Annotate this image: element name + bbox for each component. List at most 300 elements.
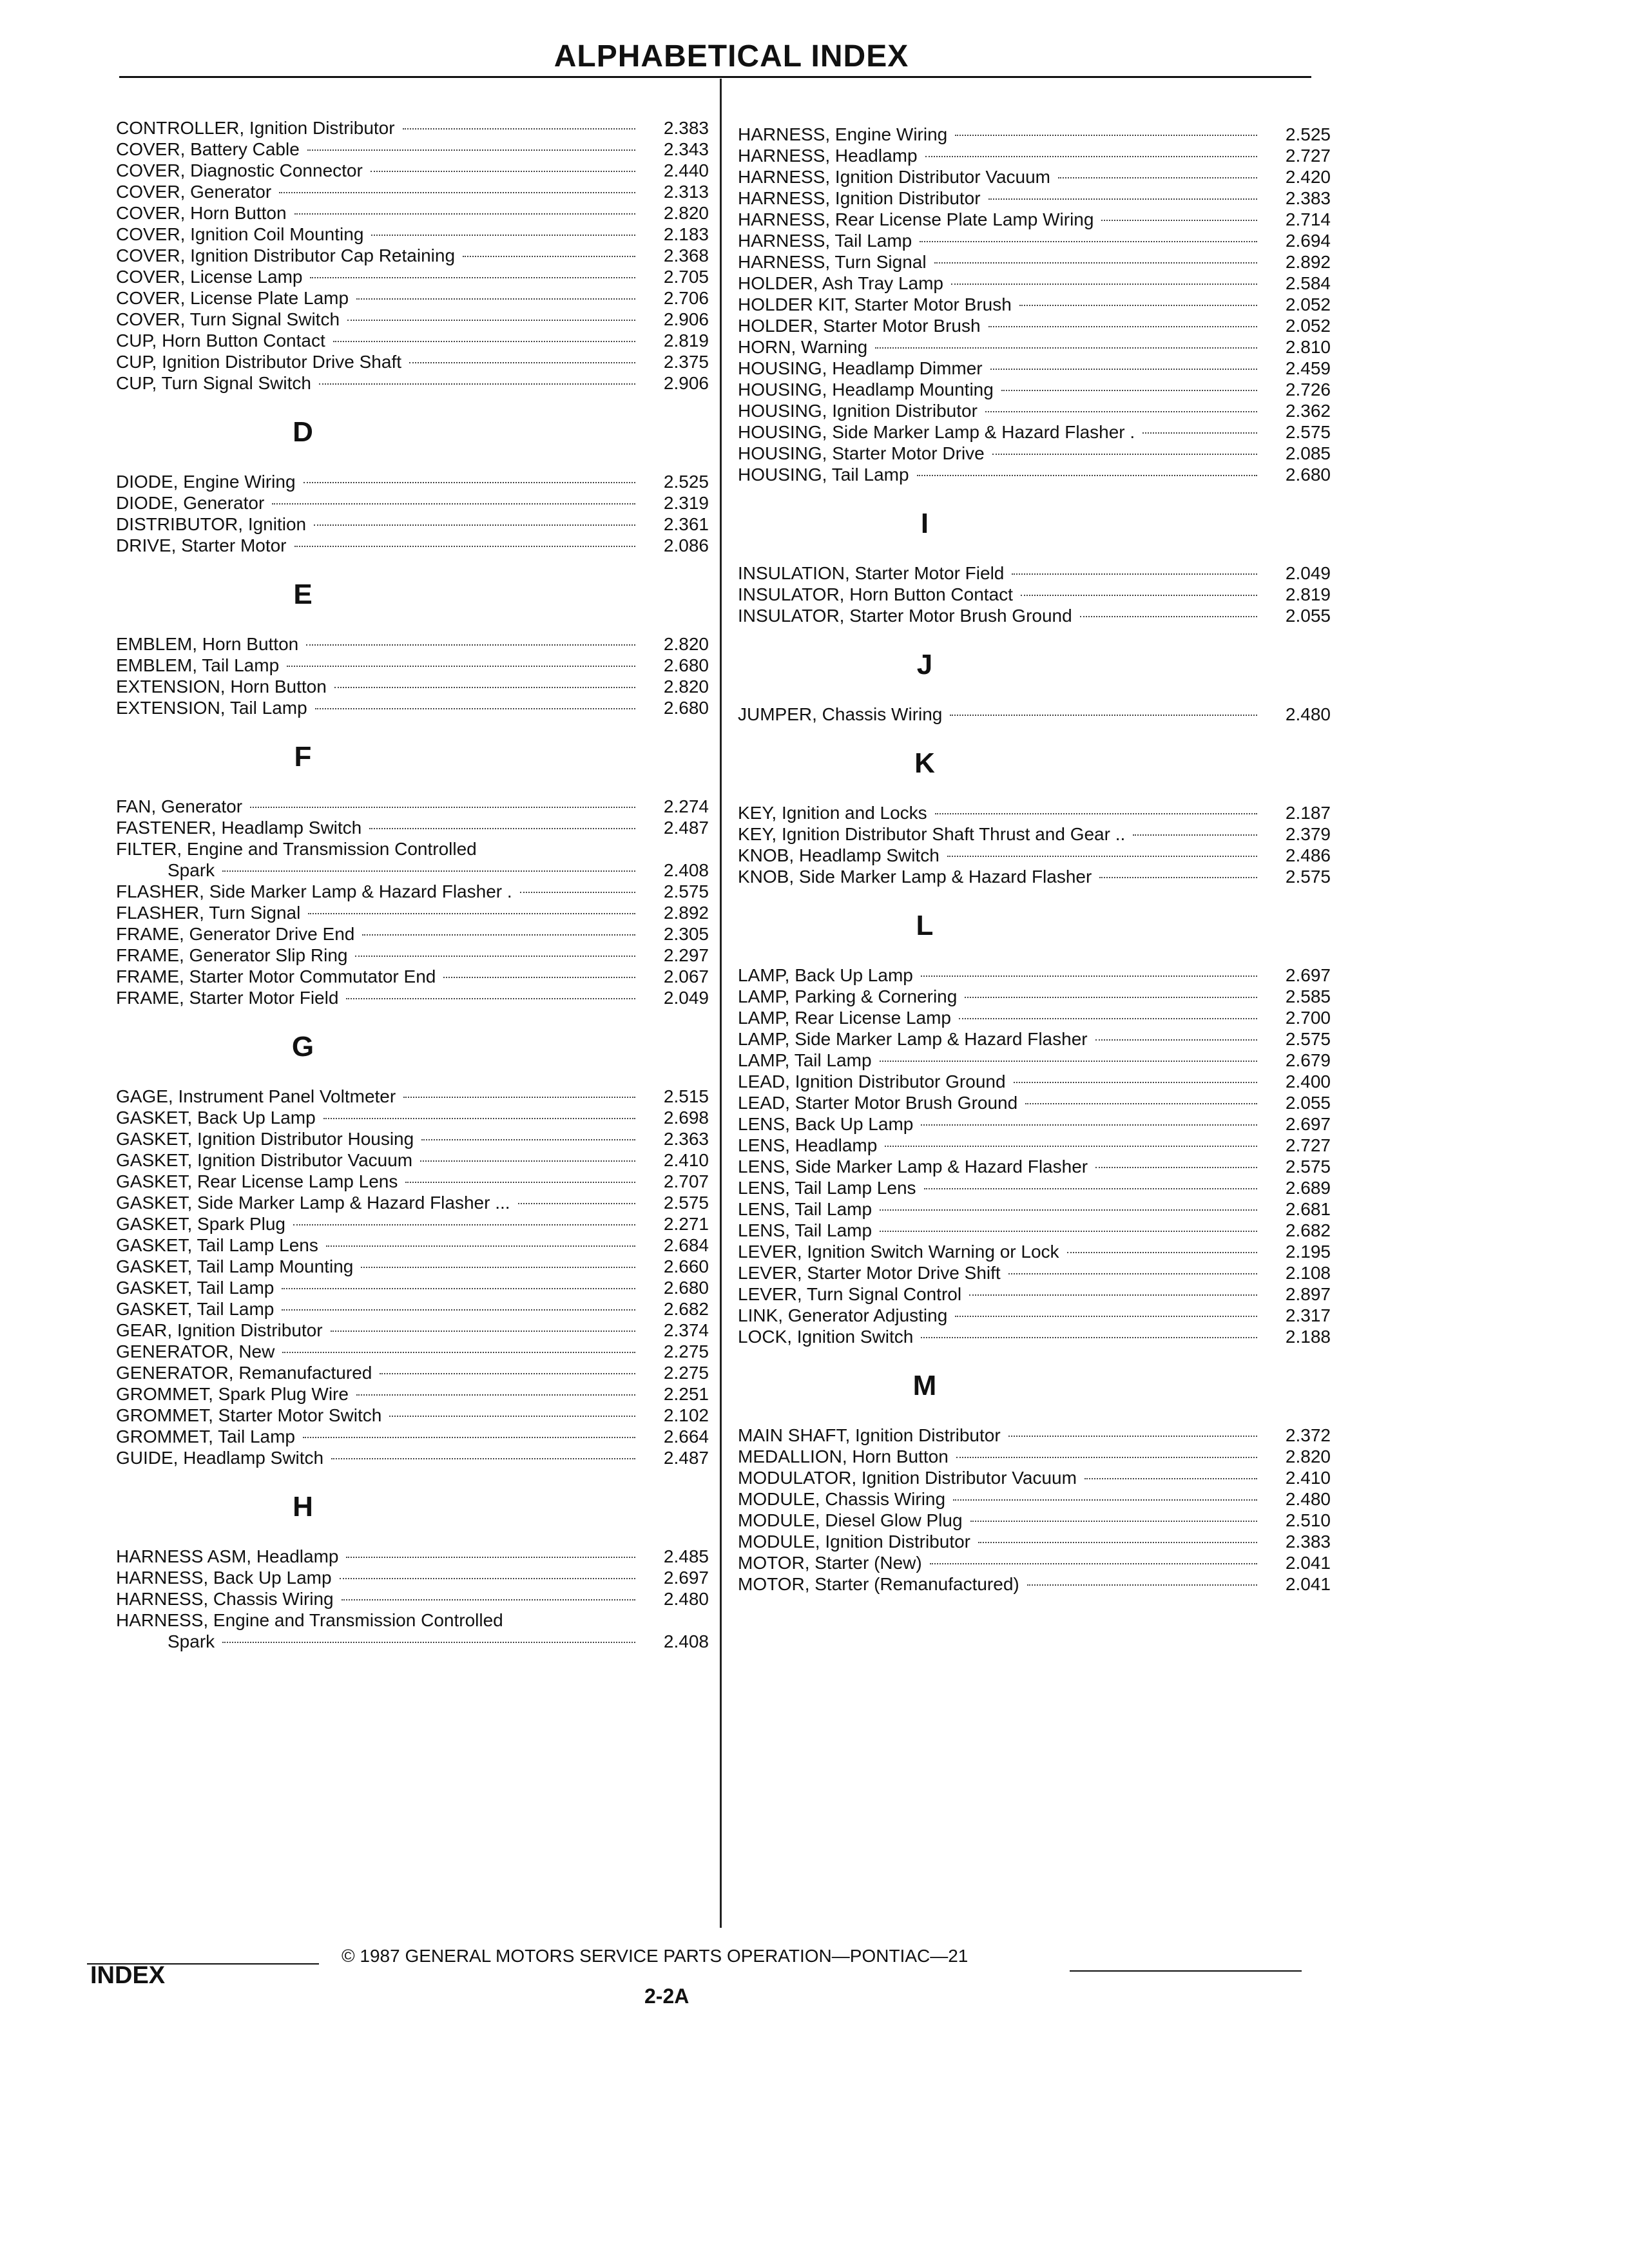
entry-name: HOUSING, Ignition Distributor (738, 401, 978, 421)
entry-page: 2.480 (1285, 704, 1331, 724)
section-letter: M (912, 1370, 937, 1401)
entry-name: LOCK, Ignition Switch (738, 1327, 914, 1347)
entry-name: LENS, Side Marker Lamp & Hazard Flasher (738, 1157, 1088, 1177)
entry-page: 2.680 (663, 1278, 709, 1298)
index-entry (116, 796, 709, 817)
entry-page: 2.383 (663, 118, 709, 138)
index-entry (116, 1149, 709, 1171)
entry-page: 2.317 (1285, 1305, 1331, 1325)
entry-name: EMBLEM, Horn Button (116, 634, 299, 654)
dot-leader (990, 369, 1257, 370)
section-letter: G (291, 1031, 314, 1062)
entry-page: 2.700 (1285, 1008, 1331, 1028)
index-entry (116, 287, 709, 309)
entry-name: FRAME, Generator Slip Ring (116, 945, 348, 965)
column-divider (720, 79, 722, 1928)
index-entry (116, 1341, 709, 1362)
index-entry (116, 1171, 709, 1192)
dot-leader (342, 1599, 635, 1600)
entry-name: CONTROLLER, Ignition Distributor (116, 118, 395, 138)
entry-name: EXTENSION, Horn Button (116, 677, 327, 697)
section-letter: I (920, 508, 929, 539)
entry-name: GASKET, Tail Lamp (116, 1278, 275, 1298)
dot-leader (875, 347, 1257, 349)
entry-page: 2.085 (1285, 443, 1331, 463)
entry-page: 2.486 (1285, 845, 1331, 865)
index-entry (738, 1050, 1331, 1071)
entry-name: COVER, License Lamp (116, 267, 303, 287)
index-entry (738, 802, 1331, 823)
dot-leader (463, 256, 635, 257)
index-entry (116, 1128, 709, 1149)
entry-page: 2.297 (663, 945, 709, 965)
entry-name: DISTRIBUTOR, Ignition (116, 514, 307, 534)
entry-page: 2.684 (663, 1235, 709, 1255)
index-entry (116, 1320, 709, 1341)
entry-name: HOLDER KIT, Starter Motor Brush (738, 294, 1012, 314)
entry-page: 2.052 (1285, 294, 1331, 314)
entry-page: 2.086 (663, 535, 709, 555)
index-entry (738, 1326, 1331, 1347)
entry-name: GEAR, Ignition Distributor (116, 1320, 323, 1340)
dot-leader (921, 1124, 1257, 1126)
index-entry (116, 966, 709, 987)
dot-leader (925, 156, 1257, 157)
index-entry (738, 1488, 1331, 1510)
dot-leader (1001, 390, 1257, 391)
index-entry (116, 139, 709, 160)
dot-leader (356, 298, 635, 300)
entry-name: DIODE, Generator (116, 493, 265, 513)
entry-page: 2.485 (663, 1546, 709, 1566)
entry-name: COVER, Generator (116, 182, 272, 202)
dot-leader (924, 1188, 1257, 1189)
dot-leader (282, 1288, 635, 1289)
dot-leader (1095, 1167, 1257, 1168)
entry-page: 2.819 (1285, 584, 1331, 604)
dot-leader (293, 1224, 635, 1225)
entry-name: GASKET, Tail Lamp Mounting (116, 1256, 354, 1276)
dot-leader (978, 1542, 1257, 1543)
dot-leader (287, 666, 635, 667)
entry-name: HARNESS ASM, Headlamp (116, 1546, 339, 1566)
dot-leader (921, 975, 1257, 977)
entry-page: 2.480 (1285, 1489, 1331, 1509)
dot-leader (1021, 595, 1257, 596)
dot-leader (369, 828, 635, 829)
dot-leader (1095, 1039, 1257, 1041)
entry-page: 2.525 (1285, 124, 1331, 144)
entry-name: GASKET, Rear License Lamp Lens (116, 1171, 398, 1191)
entry-name: LAMP, Tail Lamp (738, 1050, 872, 1070)
entry-page: 2.705 (663, 267, 709, 287)
entry-name: HARNESS, Headlamp (738, 146, 918, 166)
index-entry (116, 838, 709, 881)
index-entry (738, 1092, 1331, 1113)
entry-name: FRAME, Starter Motor Field (116, 988, 339, 1008)
entry-page: 2.372 (1285, 1425, 1331, 1445)
dot-leader (371, 235, 635, 236)
entry-page: 2.585 (1285, 986, 1331, 1006)
page-title: ALPHABETICAL INDEX (554, 39, 909, 73)
entry-name: LENS, Tail Lamp Lens (738, 1178, 916, 1198)
entry-name: HOLDER, Starter Motor Brush (738, 316, 981, 336)
entry-name: HARNESS, Tail Lamp (738, 231, 912, 251)
dot-leader (880, 1231, 1257, 1232)
entry-page: 2.680 (1285, 465, 1331, 485)
entry-page: 2.575 (1285, 422, 1331, 442)
entry-name: KEY, Ignition Distributor Shaft Thrust and Gear .. (738, 824, 1126, 844)
dot-leader (1008, 1436, 1257, 1437)
entry-name: LEAD, Starter Motor Brush Ground (738, 1093, 1018, 1113)
dot-leader (917, 475, 1257, 476)
index-entry (116, 1405, 709, 1426)
dot-leader (953, 1499, 1257, 1501)
entry-page: 2.680 (663, 698, 709, 718)
section-letter: F (294, 741, 312, 773)
entry-name: MODULE, Ignition Distributor (738, 1532, 971, 1552)
entry-name: INSULATOR, Starter Motor Brush Ground (738, 606, 1072, 626)
entry-name: LENS, Headlamp (738, 1135, 878, 1155)
index-entry (738, 1071, 1331, 1092)
entry-page: 2.195 (1285, 1242, 1331, 1262)
entry-name: GASKET, Side Marker Lamp & Hazard Flasher ... (116, 1193, 510, 1213)
entry-name: HOUSING, Headlamp Dimmer (738, 358, 983, 378)
dot-leader (307, 149, 635, 151)
entry-page: 2.681 (1285, 1199, 1331, 1219)
entry-name: GASKET, Tail Lamp Lens (116, 1235, 318, 1255)
index-entry (738, 124, 1331, 145)
entry-name: HORN, Warning (738, 337, 868, 357)
dot-leader (1142, 432, 1257, 434)
entry-name: LAMP, Back Up Lamp (738, 965, 913, 985)
entry-page: 2.108 (1285, 1263, 1331, 1283)
dot-leader (282, 1309, 635, 1311)
entry-name: COVER, License Plate Lamp (116, 288, 349, 308)
index-column-left (116, 117, 709, 1652)
dot-leader (930, 1563, 1257, 1564)
index-entry (116, 514, 709, 535)
index-entry (738, 1446, 1331, 1467)
index-entry (738, 400, 1331, 421)
dot-leader (303, 1437, 635, 1438)
entry-name: FAN, Generator (116, 796, 243, 816)
entry-page: 2.892 (663, 903, 709, 923)
index-entry (738, 823, 1331, 845)
dot-leader (294, 213, 635, 215)
entry-name: HOUSING, Side Marker Lamp & Hazard Flasher . (738, 422, 1135, 442)
entry-page: 2.820 (1285, 1446, 1331, 1466)
index-entry (116, 1277, 709, 1298)
index-entry (116, 492, 709, 514)
index-column-right (738, 124, 1331, 1595)
entry-name: JUMPER, Chassis Wiring (738, 704, 943, 724)
dot-leader (1099, 877, 1257, 878)
entry-page: 2.697 (1285, 965, 1331, 985)
entry-page: 2.400 (1285, 1072, 1331, 1091)
dot-leader (331, 1331, 635, 1332)
dot-leader (880, 1209, 1257, 1211)
entry-name: FRAME, Generator Drive End (116, 924, 355, 944)
entry-name: HARNESS, Turn Signal (738, 252, 927, 272)
entry-name: HARNESS, Chassis Wiring (116, 1589, 334, 1609)
index-entry (738, 251, 1331, 273)
index-entry (116, 309, 709, 330)
entry-page: 2.480 (663, 1589, 709, 1609)
entry-page: 2.049 (663, 988, 709, 1008)
entry-name: GAGE, Instrument Panel Voltmeter (116, 1086, 396, 1106)
index-entry (738, 379, 1331, 400)
entry-page: 2.420 (1285, 167, 1331, 187)
entry-name: COVER, Ignition Distributor Cap Retaining (116, 245, 456, 265)
index-entry (116, 1588, 709, 1610)
entry-page: 2.383 (1285, 188, 1331, 208)
index-entry (116, 1213, 709, 1235)
dot-leader (308, 913, 635, 914)
entry-page: 2.375 (663, 352, 709, 372)
dot-leader (443, 977, 635, 978)
dot-leader (985, 411, 1257, 412)
index-entry (738, 1241, 1331, 1262)
entry-name: KNOB, Headlamp Switch (738, 845, 940, 865)
entry-name: KEY, Ignition and Locks (738, 803, 927, 823)
entry-name: COVER, Horn Button (116, 203, 287, 223)
entry-name: GROMMET, Starter Motor Switch (116, 1405, 382, 1425)
index-entry (116, 1546, 709, 1567)
entry-page: 2.408 (663, 1631, 709, 1651)
entry-page: 2.102 (663, 1405, 709, 1425)
entry-name: LENS, Tail Lamp (738, 1220, 872, 1240)
dot-leader (992, 454, 1257, 455)
entry-page: 2.368 (663, 245, 709, 265)
index-entry (738, 336, 1331, 358)
dot-leader (1025, 1103, 1257, 1104)
index-entry (738, 1177, 1331, 1198)
dot-leader (319, 383, 635, 385)
index-entry (738, 1467, 1331, 1488)
entry-name: GROMMET, Tail Lamp (116, 1427, 295, 1446)
index-entry (738, 1156, 1331, 1177)
section-letter: K (914, 747, 935, 779)
dot-leader (272, 503, 635, 505)
index-entry (738, 1531, 1331, 1552)
entry-page: 2.361 (663, 514, 709, 534)
dot-leader (988, 198, 1257, 200)
entry-page: 2.363 (663, 1129, 709, 1149)
entry-page: 2.275 (663, 1341, 709, 1361)
entry-name: LENS, Tail Lamp (738, 1199, 872, 1219)
index-entry (116, 923, 709, 945)
entry-name: CUP, Ignition Distributor Drive Shaft (116, 352, 401, 372)
index-entry (738, 230, 1331, 251)
dot-leader (1012, 573, 1257, 575)
dot-leader (885, 1146, 1257, 1147)
index-entry (116, 1567, 709, 1588)
entry-page: 2.459 (1285, 358, 1331, 378)
entry-page: 2.682 (663, 1299, 709, 1319)
index-entry (116, 633, 709, 655)
entry-page: 2.897 (1285, 1284, 1331, 1304)
index-entry (738, 1113, 1331, 1135)
footer-page-number: 2-2A (644, 1984, 689, 2008)
entry-page: 2.440 (663, 160, 709, 180)
entry-name: HARNESS, Back Up Lamp (116, 1568, 332, 1588)
entry-name: HARNESS, Engine and Transmission Controlled (116, 1610, 503, 1630)
entry-name: HOUSING, Tail Lamp (738, 465, 909, 485)
index-entry (116, 245, 709, 266)
entry-name: MODULATOR, Ignition Distributor Vacuum (738, 1468, 1077, 1488)
entry-name: HOUSING, Starter Motor Drive (738, 443, 985, 463)
entry-page: 2.689 (1285, 1178, 1331, 1198)
entry-page: 2.251 (663, 1384, 709, 1404)
index-entry (116, 372, 709, 394)
entry-name: FLASHER, Side Marker Lamp & Hazard Flasher . (116, 881, 512, 901)
entry-name: MOTOR, Starter (Remanufactured) (738, 1574, 1019, 1594)
dot-leader (920, 241, 1257, 242)
dot-leader (355, 956, 635, 957)
section-letter: D (293, 416, 313, 448)
index-entry (116, 697, 709, 718)
dot-leader (1084, 1478, 1257, 1479)
index-entry (738, 704, 1331, 725)
entry-page: 2.410 (1285, 1468, 1331, 1488)
dot-leader (333, 341, 635, 342)
entry-name: GASKET, Ignition Distributor Vacuum (116, 1150, 413, 1170)
index-entry (738, 1262, 1331, 1283)
dot-leader (1058, 177, 1257, 178)
entry-name: EMBLEM, Tail Lamp (116, 655, 280, 675)
dot-leader (250, 807, 635, 808)
entry-page: 2.275 (663, 1363, 709, 1383)
entry-name: GENERATOR, New (116, 1341, 275, 1361)
index-entry (738, 562, 1331, 584)
entry-page: 2.575 (1285, 867, 1331, 887)
entry-page: 2.055 (1285, 1093, 1331, 1113)
dot-leader (315, 708, 635, 709)
entry-page: 2.305 (663, 924, 709, 944)
index-entry (116, 1362, 709, 1383)
entry-name: LEAD, Ignition Distributor Ground (738, 1072, 1006, 1091)
entry-page: 2.660 (663, 1256, 709, 1276)
index-entry (116, 266, 709, 287)
entry-name: LEVER, Ignition Switch Warning or Lock (738, 1242, 1059, 1262)
index-entry (116, 1235, 709, 1256)
entry-name: LEVER, Turn Signal Control (738, 1284, 962, 1304)
dot-leader (314, 524, 635, 526)
index-entry (738, 145, 1331, 166)
index-entry (116, 1107, 709, 1128)
entry-page: 2.680 (663, 655, 709, 675)
entry-page: 2.575 (663, 1193, 709, 1213)
entry-page: 2.906 (663, 309, 709, 329)
entry-name: COVER, Battery Cable (116, 139, 300, 159)
index-entry (116, 202, 709, 224)
entry-name: CUP, Horn Button Contact (116, 331, 325, 351)
entry-name: HARNESS, Ignition Distributor Vacuum (738, 167, 1050, 187)
entry-name: MODULE, Chassis Wiring (738, 1489, 946, 1509)
index-entry (738, 187, 1331, 209)
index-entry (116, 1256, 709, 1277)
dot-leader (1067, 1252, 1257, 1253)
index-entry (738, 1305, 1331, 1326)
entry-page: 2.408 (663, 860, 709, 880)
entry-page: 2.682 (1285, 1220, 1331, 1240)
entry-name: LEVER, Starter Motor Drive Shift (738, 1263, 1001, 1283)
entry-page: 2.575 (1285, 1029, 1331, 1049)
dot-leader (346, 1557, 635, 1558)
index-entry (116, 1426, 709, 1447)
entry-name: GASKET, Tail Lamp (116, 1299, 275, 1319)
entry-name: LENS, Back Up Lamp (738, 1114, 914, 1134)
entry-page: 2.055 (1285, 606, 1331, 626)
entry-page: 2.487 (663, 1448, 709, 1468)
dot-leader (518, 1203, 635, 1204)
entry-page: 2.706 (663, 288, 709, 308)
dot-leader (520, 892, 635, 893)
index-entry (738, 866, 1331, 887)
dot-leader (421, 1139, 635, 1140)
dot-leader (334, 687, 635, 688)
section-letter: J (916, 649, 933, 680)
dot-leader (965, 997, 1257, 998)
entry-page: 2.067 (663, 966, 709, 986)
dot-leader (1101, 220, 1257, 221)
entry-name: DIODE, Engine Wiring (116, 472, 296, 492)
entry-name: FLASHER, Turn Signal (116, 903, 301, 923)
dot-leader (955, 1316, 1257, 1317)
dot-leader (970, 1521, 1257, 1522)
entry-name: INSULATION, Starter Motor Field (738, 563, 1005, 583)
dot-leader (323, 1118, 635, 1119)
index-entry (738, 315, 1331, 336)
dot-leader (222, 870, 635, 872)
index-entry (116, 902, 709, 923)
dot-leader (1008, 1273, 1257, 1274)
index-entry (116, 1610, 709, 1652)
entry-name: GASKET, Spark Plug (116, 1214, 286, 1234)
dot-leader (969, 1294, 1257, 1296)
dot-leader (956, 1457, 1257, 1458)
index-entry (738, 1198, 1331, 1220)
index-entry (738, 986, 1331, 1007)
index-entry (116, 1086, 709, 1107)
entry-name: CUP, Turn Signal Switch (116, 373, 311, 393)
index-entry (738, 443, 1331, 464)
title-rule (119, 76, 1311, 78)
dot-leader (947, 856, 1257, 857)
entry-page: 2.820 (663, 677, 709, 697)
entry-page: 2.820 (663, 634, 709, 654)
entry-name: KNOB, Side Marker Lamp & Hazard Flasher (738, 867, 1092, 887)
entry-page: 2.274 (663, 796, 709, 816)
entry-name-continued: Spark (168, 1631, 215, 1651)
dot-leader (880, 1061, 1257, 1062)
entry-name: COVER, Ignition Coil Mounting (116, 224, 364, 244)
entry-name: GUIDE, Headlamp Switch (116, 1448, 324, 1468)
index-entry (116, 535, 709, 556)
dot-leader (934, 262, 1257, 264)
entry-page: 2.575 (663, 881, 709, 901)
entry-name: GASKET, Back Up Lamp (116, 1108, 316, 1128)
entry-page: 2.892 (1285, 252, 1331, 272)
entry-page: 2.810 (1285, 337, 1331, 357)
entry-name: MAIN SHAFT, Ignition Distributor (738, 1425, 1001, 1445)
entry-page: 2.271 (663, 1214, 709, 1234)
dot-leader (405, 1182, 635, 1183)
index-entry (738, 1283, 1331, 1305)
entry-page: 2.515 (663, 1086, 709, 1106)
dot-leader (420, 1160, 635, 1162)
